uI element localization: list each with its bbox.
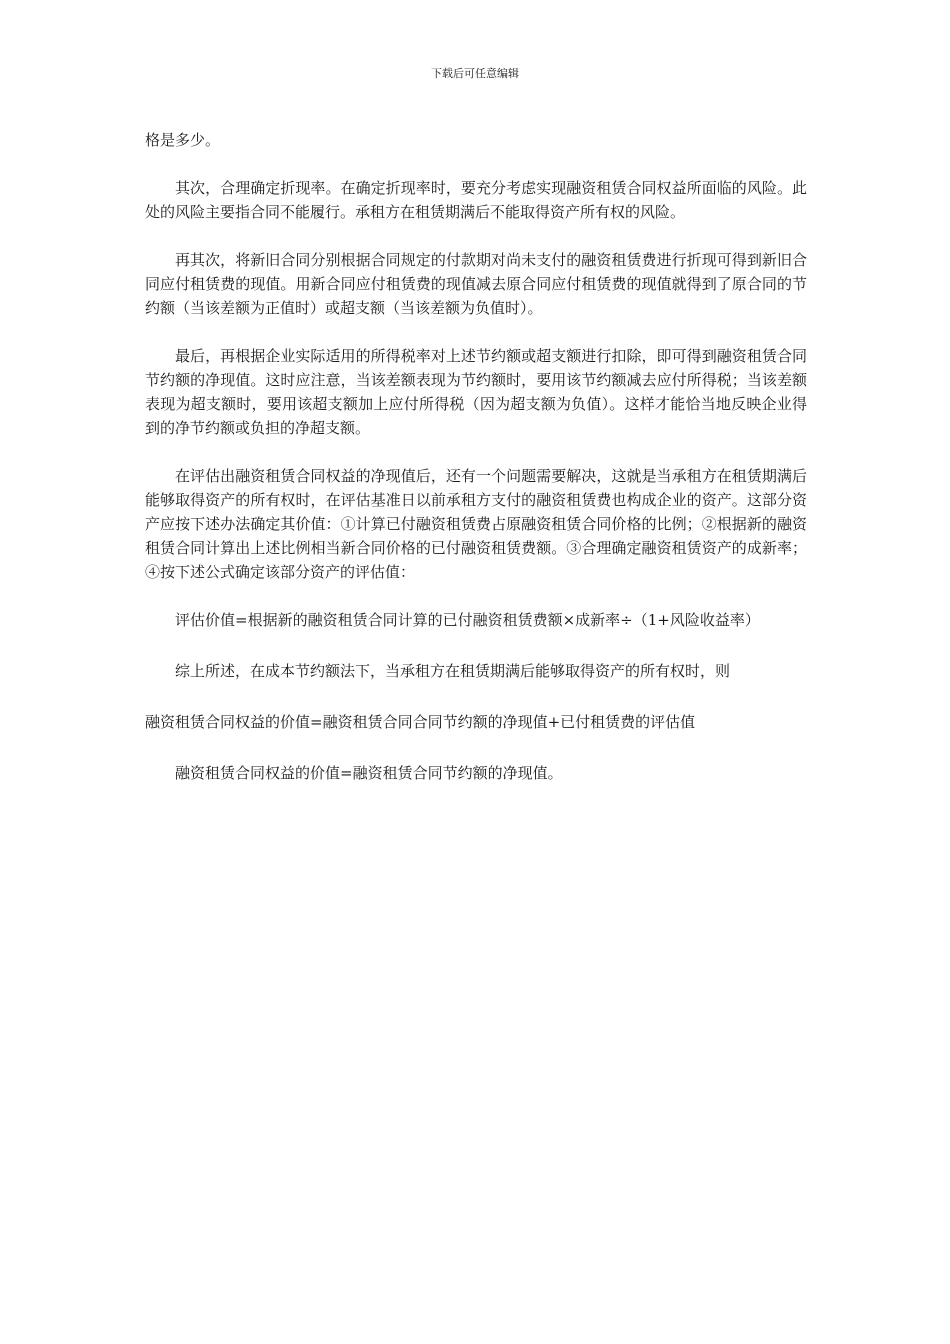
paragraph-formula-appraisal: 评估价值=根据新的融资租赁合同计算的已付融资租赁费额×成新率÷（1+风险收益率） (175, 611, 760, 629)
paragraph-discount-rate: 其次，合理确定折现率。在确定折现率时，要充分考虑实现融资租赁合同权益所面临的风险。此处的风险主要指合同不能履行。承租方在租赁期满后不能取得资产所有权的风险。 (145, 179, 807, 221)
paragraph-net-value: 最后，再根据企业实际适用的所得税率对上述节约额或超支额进行扣除，即可得到融资租赁合同节约额的净现值。这时应注意，当该差额表现为节约额时，要用该节约额减去应付所得税；当该差额表现为超支额时，要用该超支额加上应付所得税（因为超支额为负值）。这样才能恰当地反映企业得到的净节约额或负担的净超支额。 (145, 347, 807, 437)
paragraph-present-value: 再其次，将新旧合同分别根据合同规定的付款期对尚未支付的融资租赁费进行折现可得到新旧合同应付租赁费的现值。用新合同应付租赁费的现值减去原合同应付租赁费的现值就得到了原合同的节约额（当该差额为正值时）或超支额（当该差额为负值时）。 (145, 251, 807, 317)
paragraph-continuation: 格是多少。 (145, 131, 221, 149)
page-header: 下载后可任意编辑 (431, 67, 519, 80)
document-body (145, 128, 807, 785)
paragraph-summary: 综上所述，在成本节约额法下，当承租方在租赁期满后能够取得资产的所有权时，则 (175, 662, 731, 680)
paragraph-formula-no-ownership: 融资租赁合同权益的价值=融资租赁合同节约额的净现值。 (175, 764, 563, 782)
paragraph-paid-fees: 在评估出融资租赁合同权益的净现值后，还有一个问题需要解决，这就是当承租方在租赁期满后能够取得资产的所有权时，在评估基准日以前承租方支付的融资租赁费也构成企业的资产。这部分资产应按下述办法确定其价值：①计算已付融资租赁费占原融资租赁合同价格的比例；②根据新的融资租赁合同计算出上述比例相当新合同价格的已付融资租赁费额。③合理确定融资租赁资产的成新率；④按下述公式确定该部分资产的评估值： (145, 467, 807, 581)
paragraph-formula-ownership: 融资租赁合同权益的价值=融资租赁合同合同节约额的净现值+已付租赁费的评估值 (145, 713, 696, 731)
